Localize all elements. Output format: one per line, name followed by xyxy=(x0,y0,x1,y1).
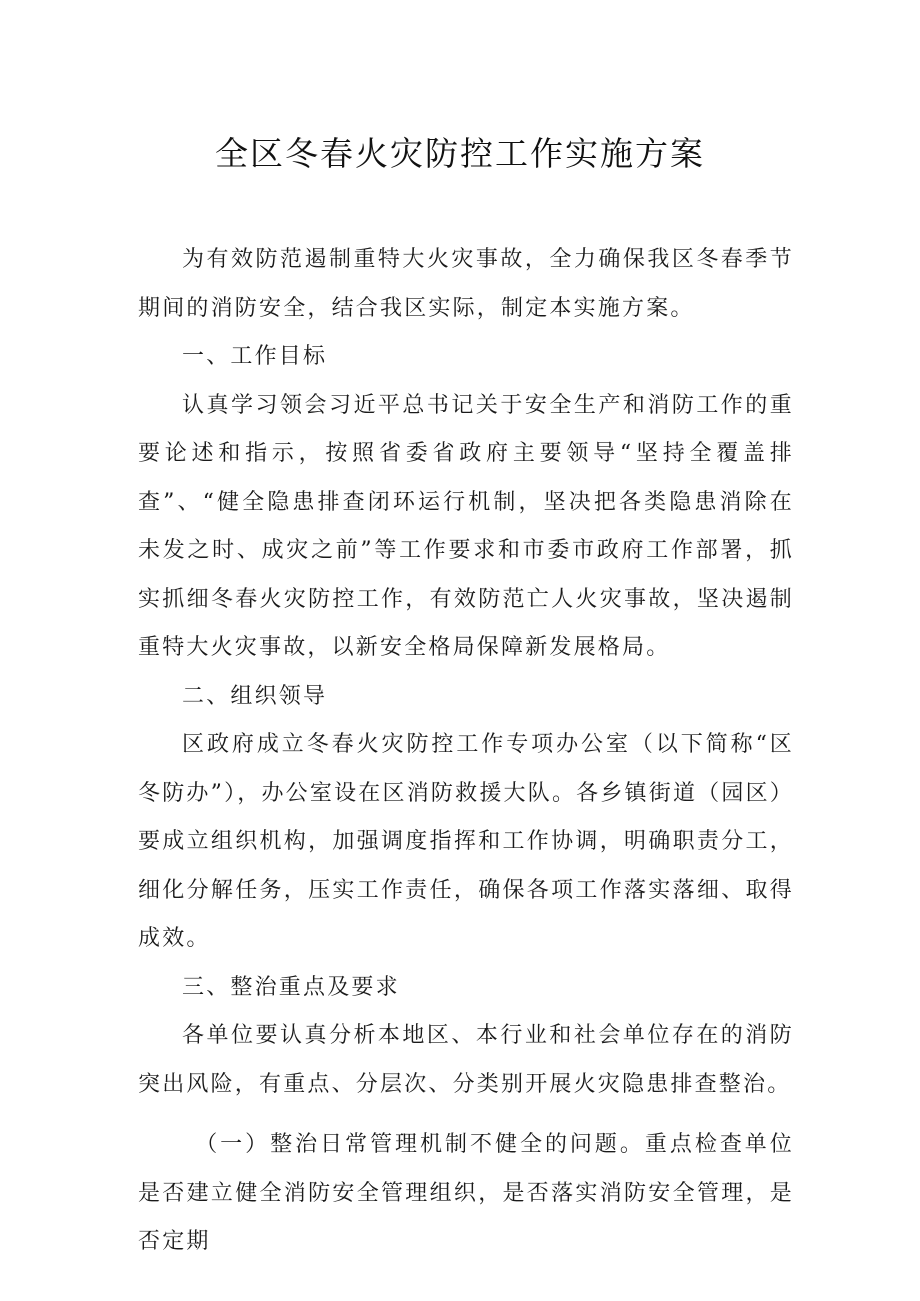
rectification-paragraph: 各单位要认真分析本地区、本行业和社会单位存在的消防突出风险，有重点、分层次、分类别开展火灾隐患排查整治。 xyxy=(138,1023,794,1097)
document-body xyxy=(138,236,794,1267)
section-heading-organization: 二、组织领导 xyxy=(182,683,328,709)
subsection-paragraph-1: （一）整治日常管理机制不健全的问题。重点检查单位是否建立健全消防安全管理组织，是否落实消防安全管理，是否定期 xyxy=(138,1132,794,1254)
intro-paragraph: 为有效防范遏制重特大火灾事故，全力确保我区冬春季节期间的消防安全，结合我区实际，制定本实施方案。 xyxy=(138,247,794,321)
section-heading-rectification: 三、整治重点及要求 xyxy=(182,974,400,1000)
document-title: 全区冬春火灾防控工作实施方案 xyxy=(215,134,705,173)
section-heading-goals: 一、工作目标 xyxy=(182,344,328,369)
organization-paragraph: 区政府成立冬春火灾防控工作专项办公室（以下简称“区冬防办”），办公室设在区消防救援大队。各乡镇街道（园区）要成立组织机构，加强调度指挥和工作协调，明确职责分工，细化分解任务，压实工作责任，确保各项工作落实落细、取得成效。 xyxy=(138,732,794,951)
goals-paragraph: 认真学习领会习近平总书记关于安全生产和消防工作的重要论述和指示，按照省委省政府主要领导“坚持全覆盖排查”、“健全隐患排查闭环运行机制，坚决把各类隐患消除在未发之时、成灾之前”等工作要求和市委市政府工作部署，抓实抓细冬春火灾防控工作，有效防范亡人火灾事故，坚决遏制重特大火灾事故，以新安全格局保障新发展格局。 xyxy=(138,392,794,660)
